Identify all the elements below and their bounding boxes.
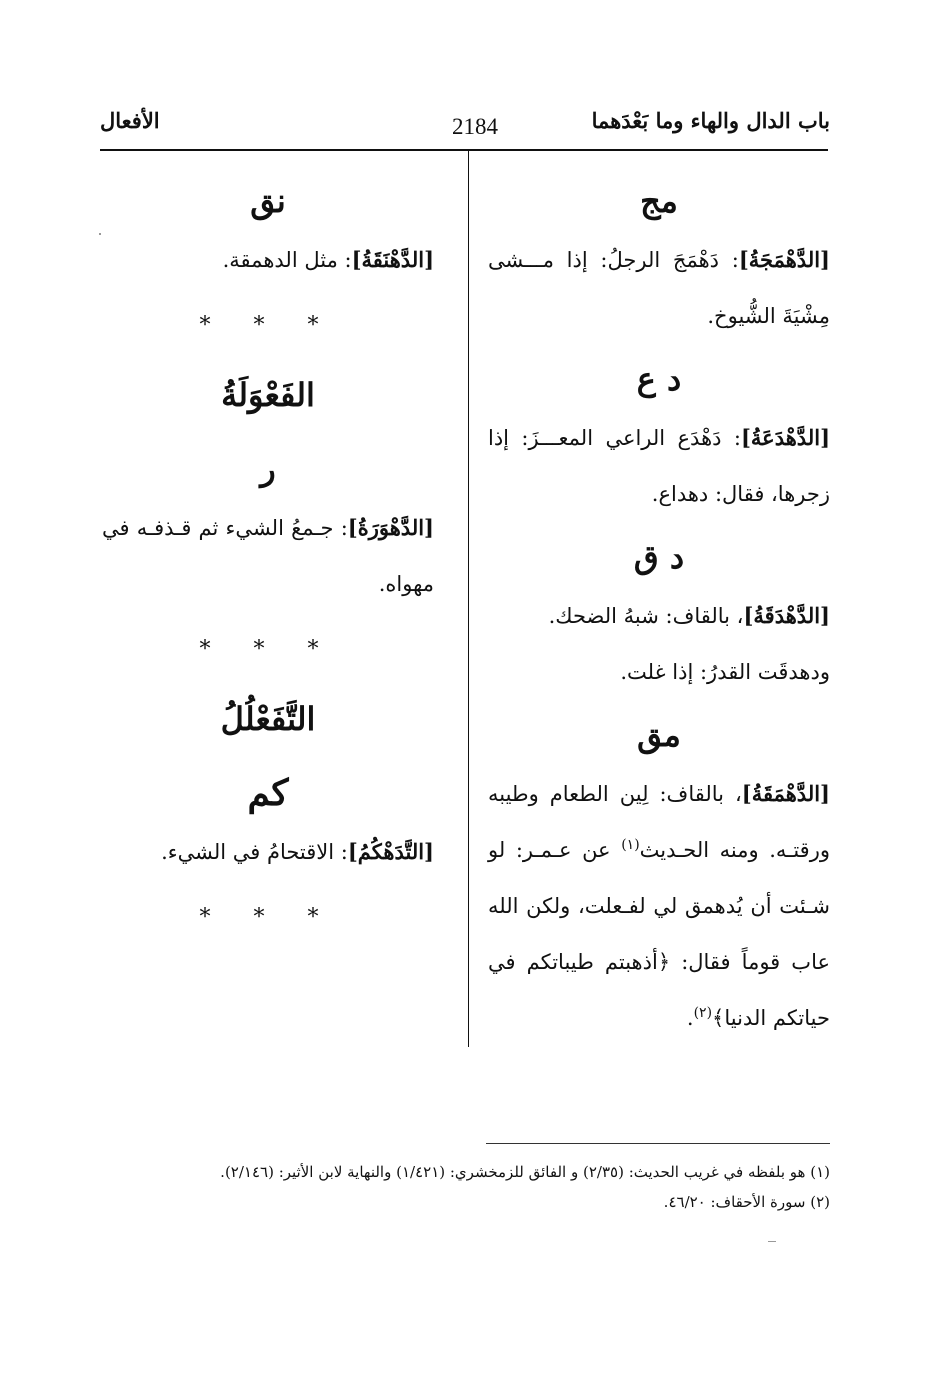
section-separator: * * * bbox=[199, 905, 337, 930]
definition: ، بالقاف: شبهُ الضحك. bbox=[548, 604, 744, 628]
definition: : جـمعُ الشيء ثم قـذفـه في مهواه. bbox=[102, 516, 434, 596]
scan-speck bbox=[768, 1241, 776, 1242]
entry-heading-km: كم bbox=[247, 772, 289, 814]
footnotes bbox=[90, 1157, 830, 1217]
definition: : دَهْمَجَ الرجلُ: إذا مـــشى مِشْيَةَ الشُّيوخ. bbox=[488, 248, 830, 328]
headword: [التَّدَهْكُمُ] bbox=[347, 839, 434, 864]
definition: ، بالقاف: لِين الطعام وطيبه ورقتـه. ومنه الحـديث bbox=[488, 782, 830, 862]
footnote-2: (٢) سورة الأحقاف: ٤٦/٢٠. bbox=[663, 1193, 830, 1211]
definition-end: . bbox=[686, 1006, 694, 1030]
entry-heading-nq: نق bbox=[250, 182, 286, 220]
footnote-ref-1: (١) bbox=[621, 837, 640, 853]
footnote-1: (١) هو بلفظه في غريب الحديث: (٢/٣٥) و الفائق للزمخشري: (١/٤٢١) والنهاية لابن الأثير: (٢/١٤٦). bbox=[220, 1163, 830, 1181]
entry-heading-r: ر bbox=[260, 450, 276, 488]
entry-heading-da: د ع bbox=[636, 360, 682, 398]
page-number: 2184 bbox=[452, 114, 498, 139]
entry-dahmaqa bbox=[488, 766, 830, 1046]
headword: [الدَّهْمَجَةُ] bbox=[738, 247, 830, 272]
right-column bbox=[488, 170, 830, 1046]
definition: : دَهْدَع الراعي المعـــزَ: إذا زجرها، فقال: دهداع. bbox=[488, 426, 830, 506]
headword: [الدَّهْوَرَةُ] bbox=[347, 515, 434, 540]
entry-heading-mj: مج bbox=[640, 182, 678, 220]
entry-dahwara bbox=[102, 500, 434, 612]
definition: : مثل الدهمقة. bbox=[222, 248, 352, 272]
left-column bbox=[102, 170, 434, 956]
entry-tadahkum bbox=[102, 824, 434, 880]
running-head-chapter: باب الدال والهاء وما بَعْدَهما bbox=[591, 108, 830, 133]
headword: [الدَّهْنَقَةُ] bbox=[351, 247, 434, 272]
footnote-rule bbox=[486, 1143, 830, 1144]
pattern-heading-faawala: الفَعْوَلَةُ bbox=[221, 376, 315, 414]
section-separator: * * * bbox=[199, 637, 337, 662]
scan-speck bbox=[99, 233, 101, 235]
entry-dahdaa bbox=[488, 410, 830, 522]
headword: [الدَّهْمَقَةُ] bbox=[741, 781, 830, 806]
headword: [الدَّهْدَعَةُ] bbox=[740, 425, 830, 450]
entry-dahdaqa bbox=[488, 588, 830, 644]
definition: : الاقتحامُ في الشيء. bbox=[161, 840, 348, 864]
footnote-ref-2: (٢) bbox=[693, 1005, 713, 1021]
entry-dahmaja bbox=[488, 232, 830, 344]
header-rule bbox=[100, 149, 828, 151]
headword: [الدَّهْدَقَةُ] bbox=[743, 603, 830, 628]
entry-dahdaqat: ودهدقَت القدرُ: إذا غلت. bbox=[620, 660, 830, 684]
definition-cont: عن عـمـر: لو شـئت أن يُدهمق لي لفـعلت، ولكن الله عاب قوماً فقال: ﴿أذهبتم طيباتكم في حياتكم الدنيا﴾ bbox=[488, 838, 830, 1030]
pattern-heading-tafalul: التَّفَعْلُلُ bbox=[220, 700, 316, 738]
column-divider bbox=[468, 151, 469, 1047]
running-head-section: الأفعال bbox=[100, 108, 160, 133]
section-separator: * * * bbox=[199, 313, 337, 338]
entry-heading-dq: د ق bbox=[633, 538, 685, 576]
entry-dahnaqa bbox=[102, 232, 434, 288]
entry-heading-mq: مق bbox=[637, 716, 681, 754]
